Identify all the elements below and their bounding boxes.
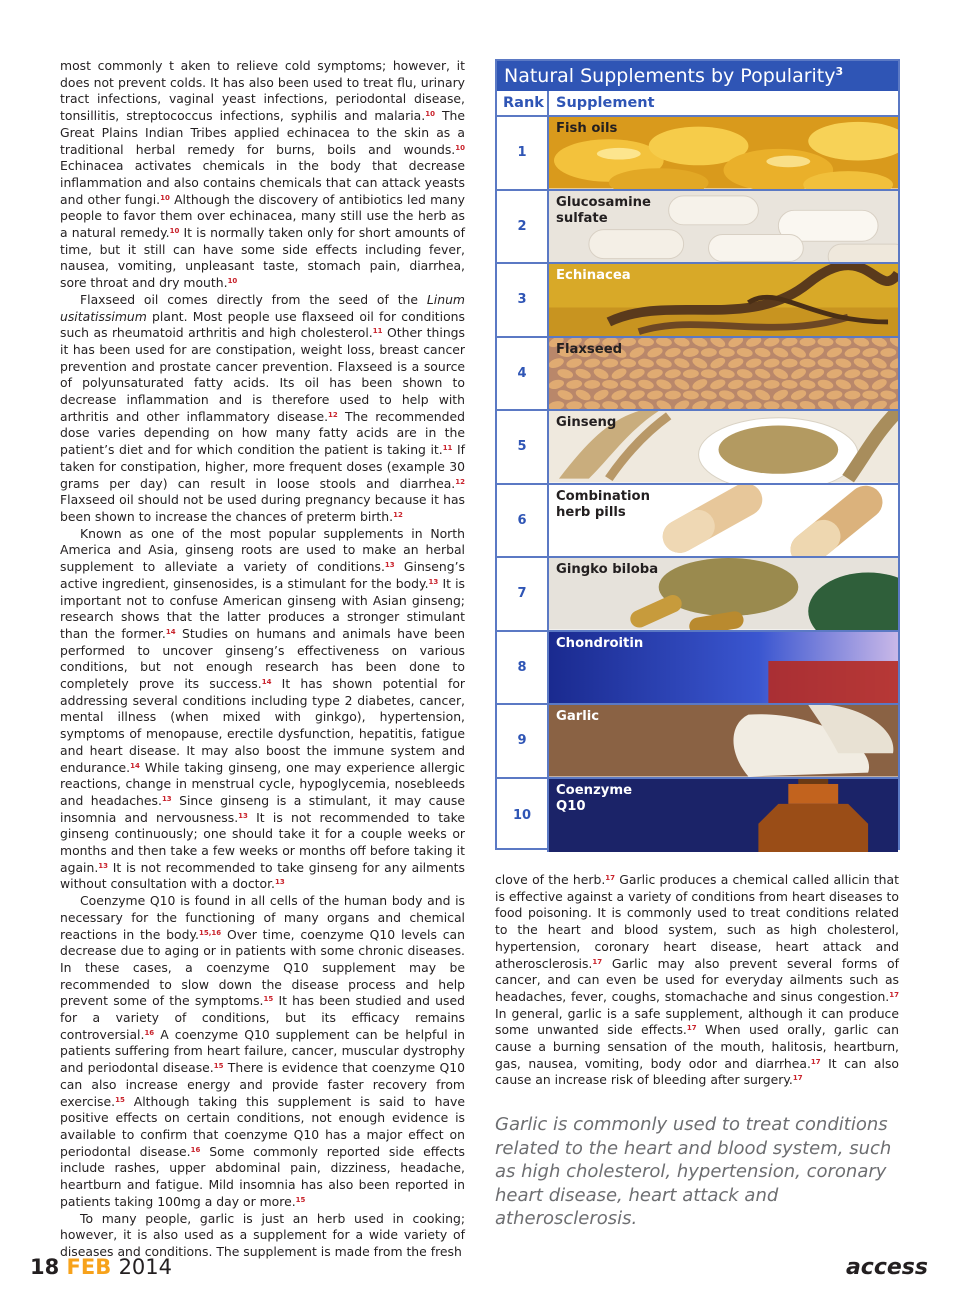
- text-run: It is not recommended to take ginseng continuously; one should take it for a couple weeks or months and then take a few weeks or months off before taking it again.: [60, 809, 465, 875]
- text-run: There is evidence that coenzyme Q10 can also increase energy and provide faster recovery from exercise.: [60, 1060, 465, 1109]
- supplement-name: Garlic: [556, 709, 600, 724]
- text-run: Flaxseed oil should not be used during pregnancy because it has been shown to increase the chances of preterm birth.: [60, 492, 465, 524]
- citation-reference: 17: [686, 1024, 697, 1033]
- supplement-cell: [549, 779, 898, 853]
- citation-reference: 15: [295, 1195, 306, 1204]
- rank-cell: 6: [497, 485, 549, 557]
- text-run: Echinacea activates chemicals in the body that decrease inflammation and also contains chemicals that can attack yeasts and other fungi.: [60, 158, 465, 207]
- text-run: Since ginseng is a stimulant, it may cause insomnia and nervousness.: [60, 792, 465, 825]
- rank-cell: 3: [497, 264, 549, 336]
- supplement-name: Fish oils: [556, 121, 618, 136]
- citation-reference: 12: [455, 477, 465, 486]
- text-run: It is normally taken only for short amounts of time, but it still can have some side effects including fever, nausea, vomiting, unpleasant taste, stomach pain, diarrhea, sore throat and dry mouth.: [60, 225, 465, 291]
- text-run: most commonly t aken to relieve cold symptoms; however, it does not prevent colds. It has also been used to treat flu, urinary tract infections, vaginal yeast infections, periodontal disease, tonsillitis, streptococcus infections, syphilis and malaria.: [60, 58, 465, 124]
- text-run: Studies on humans and animals have been performed to uncover ginseng’s effectiveness on various conditions, but not enough research has been done to completely prove its success.: [60, 625, 465, 692]
- table-header-row: [497, 91, 898, 117]
- issue-month: FEB: [66, 1255, 112, 1279]
- citation-reference: 10: [425, 110, 435, 119]
- text-run: Ginseng’s active ingredient, ginsenosides, is a stimulant for the body.: [60, 559, 465, 591]
- supplement-cell: [549, 485, 898, 557]
- text-run: Other things it has been used for are constipation, weight loss, breast cancer prevention and prostate cancer prevention. Flaxseed is a source of polyunsaturated fatty acids. Its oil has been shown to decrease inflammation and is therefore used to help with arthritis and other inflammatory disease.: [60, 325, 465, 424]
- right-text-column: [495, 872, 899, 1089]
- citation-reference: 15,16: [199, 928, 222, 937]
- page-number: 18: [30, 1255, 60, 1279]
- text-run: The Great Plains Indian Tribes applied echinacea to the skin as a traditional herbal remedy for burns, boils and wounds.: [60, 108, 465, 157]
- citation-reference: 16: [190, 1145, 201, 1154]
- supplement-cell: [549, 117, 898, 189]
- paragraph-echinacea: [60, 58, 465, 292]
- left-text-column: [60, 58, 465, 1261]
- citation-reference: 10: [227, 277, 238, 286]
- pull-quote: Garlic is commonly used to treat conditions related to the heart and blood system, such as high cholesterol, hypertension, coronary heart disease, heart attack and atherosclerosis.: [495, 1114, 892, 1229]
- text-run: When used orally, garlic can cause a burning sensation of the mouth, halitosis, heartburn, gas, nausea, vomiting, body odor and diarrhea.: [495, 1022, 899, 1071]
- table-row: [497, 191, 898, 265]
- citation-reference: 13: [384, 561, 395, 570]
- text-run: Although the discovery of antibiotics led many people to favor them over echinacea, many still use the herb as a natural remedy.: [60, 191, 466, 241]
- table-title: [497, 61, 898, 91]
- citation-reference: 17: [810, 1057, 821, 1066]
- supplement-name: Chondroitin: [556, 635, 644, 651]
- text-run: Garlic may also prevent several forms of cancer, and can even be used for everyday ailments such as headaches, fever, coughs, stomachache and sinus congestion.: [495, 955, 899, 1004]
- table-row: [497, 264, 898, 338]
- supplement-name: Coenzyme Q10: [556, 782, 633, 814]
- citation-reference: 11: [442, 444, 453, 453]
- citation-reference: 15: [263, 995, 274, 1004]
- supplement-cell: [549, 632, 898, 704]
- text-run: While taking ginseng, one may experience allergic reactions, change in menstrual cycle, hypoglycemia, nosebleeds and headaches.: [60, 759, 465, 808]
- supplement-cell: [549, 705, 898, 777]
- supplement-cell: [549, 411, 898, 483]
- text-run: Garlic produces a chemical called allicin that is effective against a variety of conditions from heart diseases to food poisoning. It is commonly used to treat conditions related to the heart and blood system, such as high cholesterol, hypertension, coronary heart disease, heart attack and atherosclerosis.: [495, 872, 899, 971]
- table-row: [497, 779, 898, 853]
- supplement-name: Echinacea: [556, 268, 631, 283]
- supplement-cell: [549, 338, 898, 410]
- citation-reference: 10: [455, 143, 465, 152]
- citation-reference: 13: [428, 577, 439, 586]
- paragraph-flaxseed: [60, 292, 465, 526]
- rank-column-header: Rank: [497, 91, 549, 115]
- supplements-table: [495, 59, 900, 850]
- citation-reference: 15: [115, 1095, 125, 1104]
- citation-reference: 14: [165, 627, 176, 636]
- citation-reference: 17: [792, 1074, 803, 1083]
- citation-reference: 14: [261, 678, 272, 687]
- citation-reference: 13: [238, 811, 248, 820]
- supplement-name: Glucosamine sulfate: [556, 194, 651, 226]
- citation-reference: 17: [605, 874, 616, 882]
- text-run: It is not recommended to take ginseng for any ailments without consultation with a doctor.: [60, 859, 465, 892]
- text-run: plant. Most people use flaxseed oil for conditions such as rheumatoid arthritis and high cholesterol.: [60, 308, 465, 341]
- citation-reference: 17: [592, 957, 603, 966]
- text-run: To many people, garlic is just an herb used in cooking; however, it is also used as a supplement for a wide variety of diseases and conditions. The supplement is made from the fresh: [60, 1210, 465, 1259]
- text-run: Flaxseed oil comes directly from the seed of the: [80, 291, 427, 307]
- supplement-cell: [549, 264, 898, 336]
- text-run: It is important not to confuse American ginseng with Asian ginseng; research shows that the latter produces a stronger stimulant than the former.: [60, 575, 465, 641]
- text-run: Coenzyme Q10 is found in all cells of the human body and is necessary for the functioning of many organs and chemical reactions in the body.: [60, 893, 465, 942]
- rank-cell: 5: [497, 411, 549, 483]
- citation-reference: 15: [213, 1062, 224, 1071]
- text-run: If taken for constipation, higher, more frequent doses (example 30 grams per day) can result in loose stools and diarrhea.: [60, 442, 465, 491]
- table-row: [497, 558, 898, 632]
- table-row: [497, 117, 898, 191]
- citation-reference: 12: [328, 410, 338, 419]
- citation-reference: 14: [130, 761, 140, 770]
- rank-cell: 1: [497, 117, 549, 189]
- text-run: A coenzyme Q10 supplement can be helpful in patients suffering from heart failure, cancer, muscular dystrophy and periodontal disease.: [60, 1026, 465, 1076]
- table-title-text: Natural Supplements by Popularity: [504, 65, 836, 87]
- text-run: Some commonly reported side effects include rashes, upper abdominal pain, dizziness, headache, heartburn and fatigue. Mild insomnia has also been reported in patients taking 100mg a day or more.: [60, 1143, 466, 1209]
- paragraph-garlic-continued: [495, 872, 899, 1089]
- page-footer-left: [30, 1255, 172, 1279]
- rank-cell: 9: [497, 705, 549, 777]
- citation-reference: 13: [98, 861, 109, 870]
- supplement-name: Combination herb pills: [556, 488, 650, 520]
- citation-reference: 11: [372, 327, 383, 336]
- issue-year: 2014: [118, 1255, 173, 1279]
- citation-reference: 10: [169, 227, 180, 236]
- rank-cell: 7: [497, 558, 549, 630]
- text-run: Although taking this supplement is said to have positive effects on certain conditions, not enough evidence is available to confirm that coenzyme Q10 has a major effect on periodontal disease.: [60, 1093, 465, 1159]
- text-run: It has shown potential for addressing several conditions including type 2 diabetes, cancer, mental illness (when mixed with ginkgo), hypertension, symptoms of menopause, erectile dysfunction, hepatitis, fatigue and heart disease. It may also boost the immune system and endurance.: [60, 676, 465, 775]
- paragraph-ginseng: [60, 526, 465, 893]
- supplement-name: Gingko biloba: [556, 562, 659, 577]
- paragraph-coenzyme: [60, 893, 465, 1210]
- rank-cell: 10: [497, 779, 549, 853]
- text-run: The recommended dose varies depending on how many fatty acids are in the patient’s diet and for which condition the patient is taking it.: [60, 408, 465, 458]
- table-row: [497, 632, 898, 706]
- rank-cell: 8: [497, 632, 549, 704]
- supplement-name: Flaxseed: [556, 341, 623, 357]
- italic-text: Linum usitatissimum: [60, 291, 465, 324]
- text-run: clove of the herb.: [495, 872, 606, 887]
- text-run: It has been studied and used for a variety of conditions, but its efficacy remains controversial.: [60, 993, 465, 1042]
- table-row: [497, 485, 898, 559]
- citation-reference: 12: [393, 510, 403, 519]
- publication-name: access: [845, 1255, 928, 1280]
- text-run: Known as one of the most popular supplements in North America and Asia, ginseng roots are used to make an herbal supplement to alleviate a variety of conditions.: [60, 525, 465, 575]
- citation-reference: 17: [889, 990, 899, 999]
- table-row: [497, 705, 898, 779]
- table-title-reference: 3: [835, 65, 844, 78]
- table-row: [497, 411, 898, 485]
- citation-reference: 13: [275, 878, 285, 887]
- text-run: In general, garlic is a safe supplement, although it can produce some unwanted side effects.: [495, 1005, 899, 1038]
- paragraph-garlic-start: [60, 1211, 465, 1261]
- rank-cell: 2: [497, 191, 549, 263]
- citation-reference: 10: [160, 193, 170, 202]
- supplement-name: Ginseng: [556, 415, 617, 430]
- rank-cell: 4: [497, 338, 549, 410]
- citation-reference: 13: [161, 794, 172, 803]
- supplement-cell: [549, 191, 898, 263]
- table-row: [497, 338, 898, 412]
- supplement-cell: [549, 558, 898, 630]
- supplement-column-header: Supplement: [556, 95, 655, 111]
- text-run: It can also cause an increase risk of bleeding after surgery.: [495, 1055, 899, 1088]
- citation-reference: 16: [144, 1028, 155, 1037]
- text-run: Over time, coenzyme Q10 levels can decrease due to aging or in patients with some chronic diseases. In these cases, a coenzyme Q10 supplement may be recommended to slow down the disease process and help prevent some of the symptoms.: [60, 926, 465, 1009]
